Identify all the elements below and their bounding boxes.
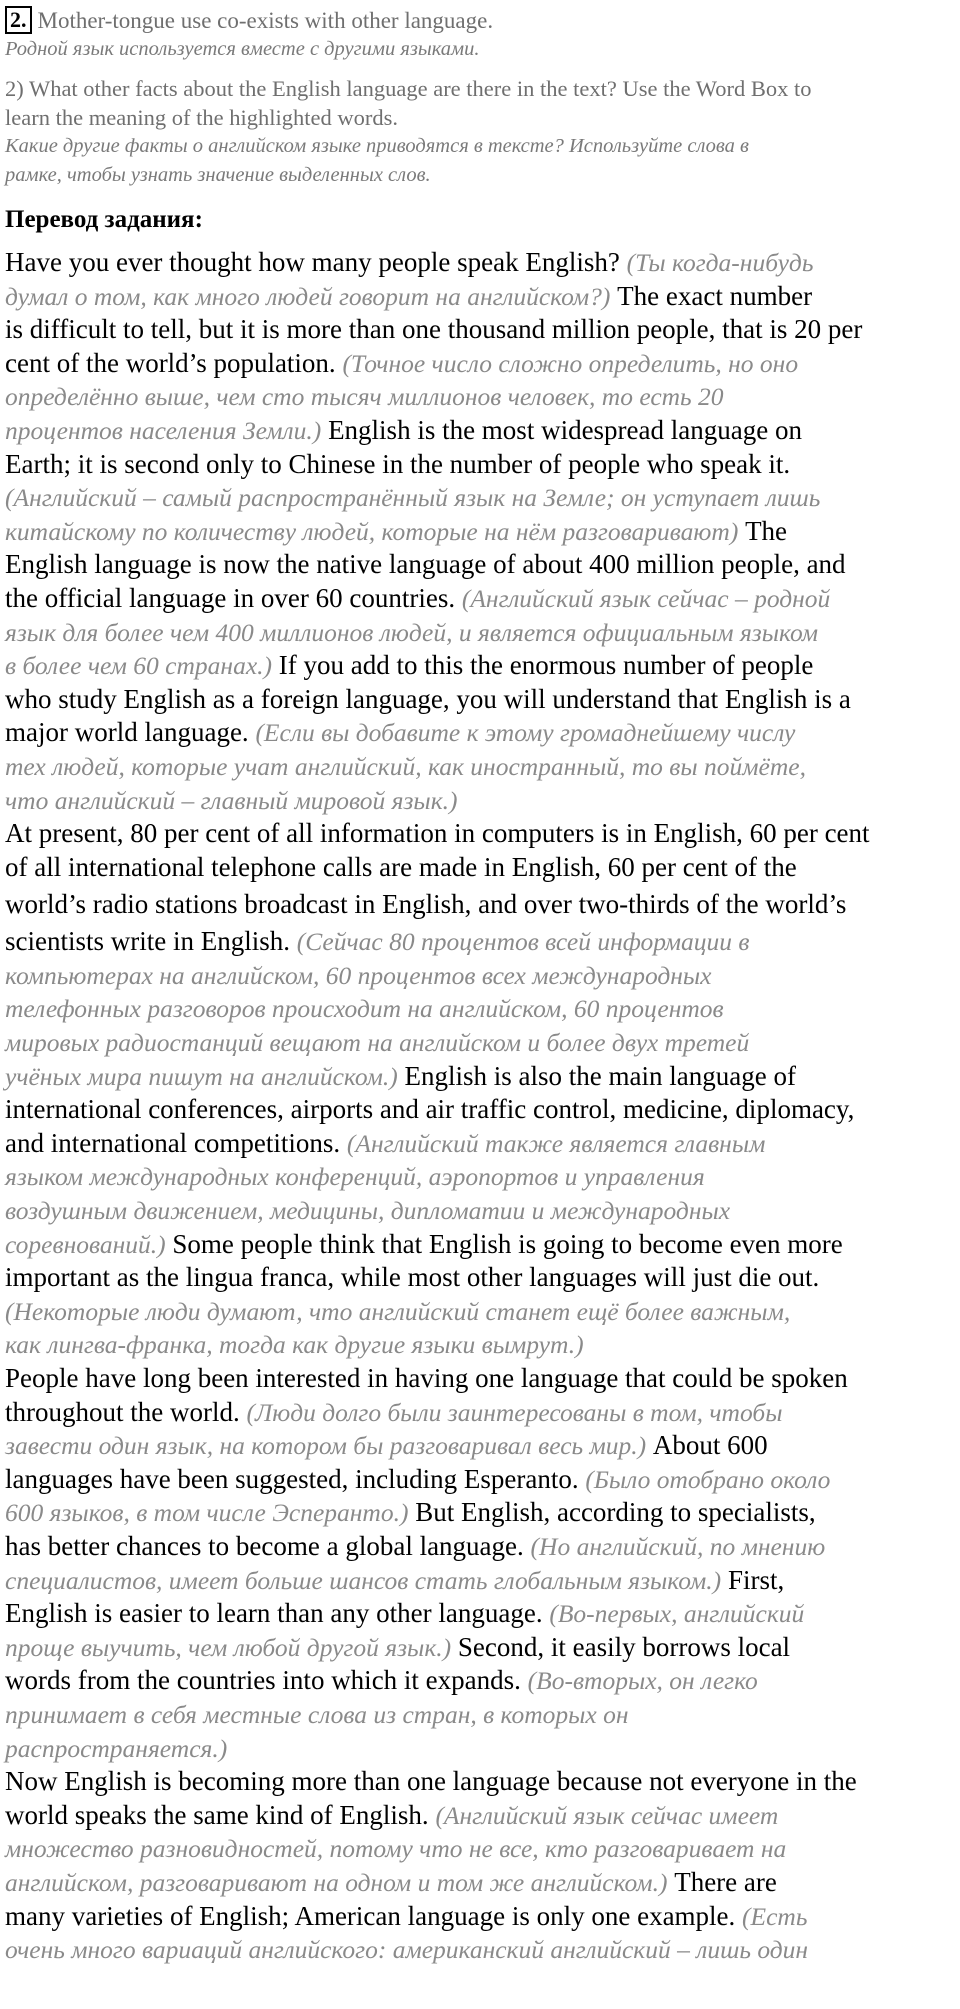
english-text: First, xyxy=(721,1564,785,1595)
text-line xyxy=(5,992,955,1026)
text-line xyxy=(5,1295,955,1329)
text-line xyxy=(5,280,955,314)
russian-translation: думал о том, как много людей говорит на английском?) xyxy=(5,281,611,311)
russian-translation: как лингва-франка, тогда как другие языки вымрут.) xyxy=(5,1330,584,1360)
text-line xyxy=(5,1093,955,1127)
english-text: Now English is becoming more than one language because not everyone in the xyxy=(5,1766,857,1797)
text-line xyxy=(5,1362,955,1396)
text-line xyxy=(5,1597,955,1631)
english-text: Earth; it is second only to Chinese in the number of people who speak it. xyxy=(5,448,791,479)
text-line xyxy=(5,380,955,414)
russian-translation: распространяется.) xyxy=(5,1733,228,1763)
text-line xyxy=(5,1900,955,1934)
text-line xyxy=(5,1194,955,1228)
task-line-1: 2) What other facts about the English language are there in the text? Use the Word Box to xyxy=(5,76,812,101)
russian-translation: (Английский – самый распространённый язык на Земле; он уступает лишь xyxy=(5,483,821,513)
text-line xyxy=(5,1026,955,1060)
text-line xyxy=(5,616,955,650)
english-text: People have long been interested in having one language that could be spoken xyxy=(5,1363,848,1393)
russian-translation: компьютерах на английском, 60 процентов всех международных xyxy=(5,960,712,990)
english-text: English is the most widespread language on xyxy=(321,414,802,445)
text-line xyxy=(5,1698,955,1732)
text-line xyxy=(5,481,955,515)
english-text: of all international telephone calls are made in English, 60 per cent of the xyxy=(5,851,797,882)
russian-translation: (Было отобрано около xyxy=(585,1464,831,1494)
russian-translation: учёных мира пишут на английском.) xyxy=(5,1061,398,1091)
task-ru-line-2: рамке, чтобы узнать значение выделенных слов. xyxy=(5,164,431,186)
english-text: Have you ever thought how many people speak English? xyxy=(5,247,627,277)
text-line xyxy=(5,1765,955,1799)
text-line xyxy=(5,1060,955,1094)
russian-translation: 600 языков, в том числе Эсперанто.) xyxy=(5,1498,409,1528)
text-line xyxy=(5,649,955,683)
text-line xyxy=(5,448,955,482)
page xyxy=(5,6,955,1967)
text-line xyxy=(5,1328,955,1362)
text-line xyxy=(5,1429,955,1463)
english-text: is difficult to tell, but it is more than one thousand million people, that is 20 per xyxy=(5,314,863,345)
text-line xyxy=(5,784,955,818)
english-text: English language is now the native language of about 400 million people, and xyxy=(5,549,846,580)
text-line xyxy=(5,1496,955,1530)
russian-translation: (Английский язык сейчас имеет xyxy=(435,1800,779,1830)
text-line xyxy=(5,1127,955,1161)
text-line xyxy=(5,1832,955,1866)
english-text: The exact number xyxy=(610,280,813,311)
text-line xyxy=(5,959,955,993)
text-line xyxy=(5,750,955,784)
text-line xyxy=(5,246,955,280)
text-line xyxy=(5,925,955,959)
english-text: Second, it easily borrows local xyxy=(451,1631,791,1662)
russian-translation: (Некоторые люди думают, что английский станет ещё более важным, xyxy=(5,1296,791,1326)
text-line xyxy=(5,1866,955,1900)
russian-translation: очень много вариаций английского: американский английский – лишь один xyxy=(5,1935,809,1965)
english-text: many varieties of English; American language is only one example. xyxy=(5,1900,743,1931)
english-text: major world language. xyxy=(5,717,256,748)
text-line xyxy=(5,817,955,851)
text-line xyxy=(5,548,955,582)
english-text: About 600 xyxy=(646,1430,768,1461)
english-text: and international competitions. xyxy=(5,1127,347,1158)
russian-translation: (Английский язык сейчас – родной xyxy=(461,583,831,613)
english-text: If you add to this the enormous number of people xyxy=(272,650,814,681)
text-line xyxy=(5,1261,955,1295)
russian-translation: соревнований.) xyxy=(5,1229,166,1259)
russian-translation: (Но английский, по мнению xyxy=(530,1531,826,1561)
text-line xyxy=(5,1396,955,1430)
russian-translation: множество разновидностей, потому что не все, кто разговаривает на xyxy=(5,1834,787,1864)
english-text: international conferences, airports and air traffic control, medicine, diplomacy, xyxy=(5,1094,855,1125)
russian-translation: завести один язык, на котором бы разговаривал весь мир.) xyxy=(5,1431,647,1461)
english-text: world speaks the same kind of English. xyxy=(5,1799,436,1830)
english-text: has better chances to become a global language. xyxy=(5,1530,531,1561)
text-line xyxy=(5,1631,955,1665)
russian-translation: воздушным движением, медицины, дипломатии и международных xyxy=(5,1196,731,1226)
english-text: There are xyxy=(667,1866,777,1897)
item-english-text: Mother-tongue use co-exists with other language. xyxy=(37,8,494,33)
russian-translation: специалистов, имеет больше шансов стать глобальным языком.) xyxy=(5,1565,722,1595)
russian-translation: проще выучить, чем любой другой язык.) xyxy=(5,1632,452,1662)
russian-translation: язык для более чем 400 миллионов людей, и является официальным языком xyxy=(5,617,819,647)
text-line xyxy=(5,414,955,448)
russian-translation: принимает в себя местные слова из стран, в которых он xyxy=(5,1699,629,1729)
russian-translation: (Ты когда-нибудь xyxy=(626,248,814,277)
english-text: But English, according to specialists, xyxy=(408,1497,816,1528)
text-line xyxy=(5,1463,955,1497)
english-text: The xyxy=(738,515,788,546)
english-text: who study English as a foreign language, you will understand that English is a xyxy=(5,683,851,714)
english-text: words from the countries into which it expands. xyxy=(5,1665,528,1696)
item-line xyxy=(5,6,955,35)
russian-translation: (Английский также является главным xyxy=(346,1128,766,1158)
section-heading: Перевод задания: xyxy=(5,206,203,233)
item-russian-text: Родной язык используется вместе с другими языками. xyxy=(5,38,480,60)
task-line-2: learn the meaning of the highlighted words. xyxy=(5,105,399,130)
text-line xyxy=(5,884,955,925)
english-text: throughout the world. xyxy=(5,1396,247,1427)
russian-translation: английском, разговаривают на одном и том же английском.) xyxy=(5,1867,668,1897)
text-line xyxy=(5,851,955,885)
russian-translation: (Сейчас 80 процентов всей информации в xyxy=(296,927,750,957)
english-text: cent of the world’s population. xyxy=(5,347,343,378)
text-line xyxy=(5,1799,955,1833)
russian-translation: (Точное число сложно определить, но оно xyxy=(342,348,799,378)
text-line xyxy=(5,716,955,750)
russian-translation: китайскому по количеству людей, которые на нём разговаривают) xyxy=(5,516,739,546)
english-text: At present, 80 per cent of all information in computers is in English, 60 per cent xyxy=(5,818,870,849)
text-line xyxy=(5,515,955,549)
russian-translation: мировых радиостанций вещают на английском и более двух третей xyxy=(5,1028,750,1058)
text-line xyxy=(5,313,955,347)
russian-translation: телефонных разговоров происходит на английском, 60 процентов xyxy=(5,994,724,1024)
text-line xyxy=(5,1664,955,1698)
russian-translation: языком международных конференций, аэропортов и управления xyxy=(5,1162,705,1192)
english-text: English is easier to learn than any other language. xyxy=(5,1598,550,1629)
item-number-box: 2. xyxy=(5,6,32,34)
english-text: languages have been suggested, including Esperanto. xyxy=(5,1463,586,1494)
english-text: world’s radio stations broadcast in English, and over two-thirds of the world’s xyxy=(5,889,847,920)
russian-translation: определённо выше, чем сто тысяч миллионов человек, то есть 20 xyxy=(5,382,724,412)
task-ru-line-1: Какие другие факты о английском языке приводятся в тексте? Используйте слова в xyxy=(5,135,749,157)
english-text: scientists write in English. xyxy=(5,926,297,957)
translation-body xyxy=(5,246,955,1967)
text-line xyxy=(5,347,955,381)
russian-translation: что английский – главный мировой язык.) xyxy=(5,785,458,815)
russian-translation: (Во-первых, английский xyxy=(549,1599,805,1629)
text-line xyxy=(5,1732,955,1766)
russian-translation: (Во-вторых, он легко xyxy=(527,1666,758,1696)
task-block xyxy=(5,74,955,190)
russian-translation: (Люди долго были заинтересованы в том, чтобы xyxy=(246,1397,783,1427)
russian-translation: (Есть xyxy=(742,1901,808,1931)
text-line xyxy=(5,1933,955,1967)
text-line xyxy=(5,1530,955,1564)
text-line xyxy=(5,1160,955,1194)
russian-translation: (Если вы добавите к этому громаднейшему числу xyxy=(255,718,796,748)
russian-translation: процентов населения Земли.) xyxy=(5,415,322,445)
english-text: the official language in over 60 countries. xyxy=(5,582,462,613)
text-line xyxy=(5,1228,955,1262)
text-line xyxy=(5,1564,955,1598)
text-line xyxy=(5,683,955,717)
english-text: English is also the main language of xyxy=(397,1060,796,1091)
text-line xyxy=(5,582,955,616)
english-text: Some people think that English is going to become even more xyxy=(165,1228,843,1259)
english-text: important as the lingua franca, while most other languages will just die out. xyxy=(5,1262,820,1293)
russian-translation: в более чем 60 странах.) xyxy=(5,651,273,681)
russian-translation: тех людей, которые учат английский, как иностранный, то вы поймёте, xyxy=(5,751,806,781)
